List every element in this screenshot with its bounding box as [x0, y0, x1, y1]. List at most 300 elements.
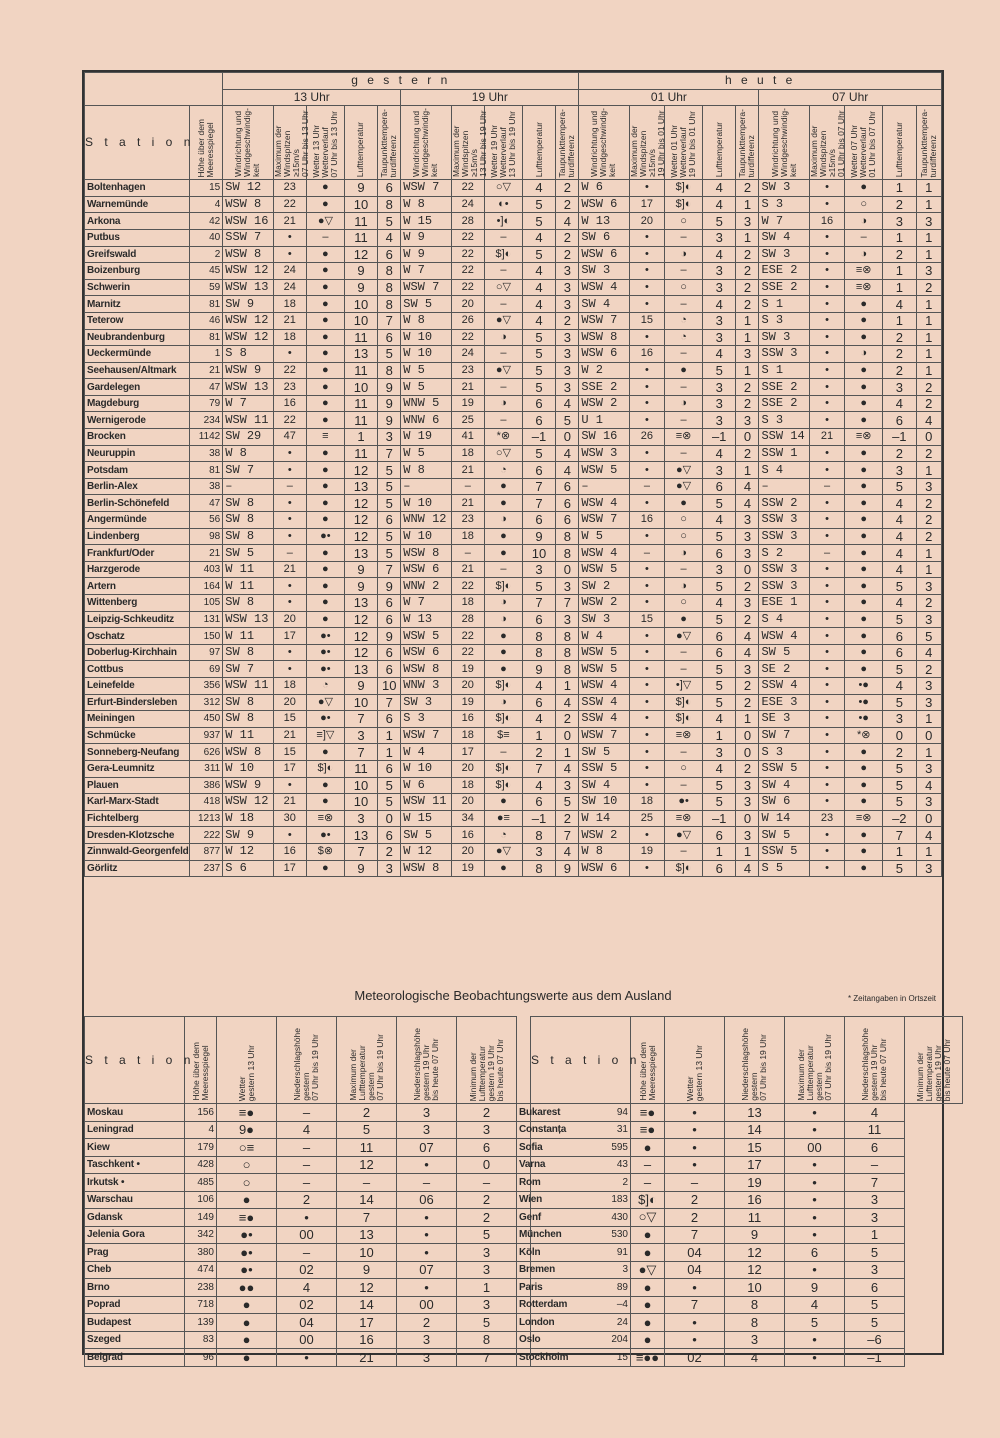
- ausland-cell: 12: [725, 1244, 785, 1262]
- ausland-column-header: [725, 1017, 785, 1104]
- cell: 7: [522, 595, 556, 612]
- cell: W 9: [401, 229, 451, 246]
- cell: ●: [307, 545, 345, 562]
- cell: WSW 4: [759, 628, 809, 645]
- cell: 4: [916, 412, 941, 429]
- cell: 3: [916, 213, 941, 230]
- cell: 9: [378, 395, 401, 412]
- cell: 10: [344, 794, 378, 811]
- cell: WSW 6: [579, 346, 629, 363]
- cell: 5: [916, 628, 941, 645]
- cell: W 12: [223, 843, 273, 860]
- ausland-column-header: [905, 1017, 963, 1104]
- ausland-cell: ≡●: [631, 1121, 665, 1139]
- cell: –: [665, 661, 703, 678]
- cell: ●: [665, 495, 703, 512]
- ausland-cell: 139: [185, 1314, 217, 1332]
- cell: 4: [883, 595, 917, 612]
- cell: 9: [344, 561, 378, 578]
- ausland-cell: •: [397, 1244, 457, 1262]
- cell: 22: [451, 628, 485, 645]
- cell: 2: [916, 661, 941, 678]
- cell: 3: [556, 611, 579, 628]
- cell: 3: [702, 462, 736, 479]
- cell: W 7: [759, 213, 809, 230]
- ausland-cell: 11: [337, 1139, 397, 1157]
- cell: W 8: [401, 312, 451, 329]
- column-header: [450, 106, 488, 180]
- column-header-text: Taupunkttempera- turdifferenz: [918, 108, 938, 178]
- ausland-cell: 5: [845, 1244, 905, 1262]
- cell: ●•: [307, 628, 345, 645]
- ausland-cell: 7: [457, 1349, 517, 1367]
- cell: ●: [845, 379, 883, 396]
- cell: 8: [378, 296, 401, 313]
- cell: 1: [916, 462, 941, 479]
- cell: SW 9: [223, 296, 273, 313]
- cell: 2: [556, 180, 579, 197]
- cell: –: [665, 412, 703, 429]
- cell: 11: [344, 229, 378, 246]
- ausland-cell: 6: [785, 1244, 845, 1262]
- ausland-cell: 3: [397, 1349, 457, 1367]
- ausland-cell: ●: [217, 1296, 277, 1314]
- ausland-cell: 428: [185, 1156, 217, 1174]
- cell: 3: [556, 279, 579, 296]
- cell: 150: [189, 628, 223, 645]
- cell: 4: [556, 395, 579, 412]
- cell: 3: [522, 561, 556, 578]
- cell: SW 8: [223, 694, 273, 711]
- station-row: [85, 362, 942, 379]
- cell: •: [629, 229, 665, 246]
- cell: 11: [344, 760, 378, 777]
- cell: SW 5: [579, 744, 629, 761]
- cell: ●: [307, 180, 345, 197]
- ausland-column-header-text: Niederschlagshöhe gestern 19 Uhr bis heute 07 Uhr: [860, 1028, 888, 1101]
- cell: 10: [344, 694, 378, 711]
- cell: 28: [451, 611, 485, 628]
- cell: 13: [344, 545, 378, 562]
- cell: 26: [629, 429, 665, 446]
- cell: 9: [378, 412, 401, 429]
- station-row: [85, 429, 942, 446]
- cell: 8: [556, 628, 579, 645]
- ausland-cell: •: [665, 1314, 725, 1332]
- cell: 2: [736, 180, 759, 197]
- cell: SE 3: [759, 711, 809, 728]
- ausland-station-name: Belgrad: [85, 1349, 185, 1367]
- ausland-cell: 14: [337, 1296, 397, 1314]
- ausland-cell: 4: [277, 1121, 337, 1139]
- cell: ≡⊗: [665, 810, 703, 827]
- cell: 40: [189, 229, 223, 246]
- column-header-text: Wetter 13 Uhr Wetterverlauf 07 Uhr bis 13 Uhr: [310, 110, 339, 178]
- cell: ●: [845, 561, 883, 578]
- cell: 1: [916, 362, 941, 379]
- cell: •: [273, 644, 307, 661]
- ausland-row: [85, 1174, 963, 1192]
- cell: 6: [378, 760, 401, 777]
- cell: •: [809, 346, 845, 363]
- station-name: Schwerin: [85, 279, 190, 296]
- cell: SSW 3: [759, 561, 809, 578]
- ausland-row: [85, 1296, 963, 1314]
- cell: 9: [344, 279, 378, 296]
- ausland-cell: 00: [277, 1331, 337, 1349]
- ausland-cell: ●●: [217, 1279, 277, 1297]
- cell: •: [809, 727, 845, 744]
- ausland-cell: 13: [725, 1104, 785, 1122]
- cell: •: [809, 843, 845, 860]
- ausland-cell: 91: [531, 1244, 631, 1262]
- cell: 1: [736, 711, 759, 728]
- spacer-row: [85, 877, 942, 942]
- cell: 403: [189, 561, 223, 578]
- cell: 38: [189, 478, 223, 495]
- ausland-cell: •: [397, 1279, 457, 1297]
- cell: 5: [702, 794, 736, 811]
- cell: 8: [556, 545, 579, 562]
- cell: WSW 4: [579, 279, 629, 296]
- ausland-station-name: Genf: [517, 1209, 531, 1227]
- cell: 19: [451, 661, 485, 678]
- cell: SSE 2: [759, 279, 809, 296]
- cell: SW 5: [401, 827, 451, 844]
- cell: 5: [702, 611, 736, 628]
- cell: 20: [273, 694, 307, 711]
- cell: S 3: [759, 412, 809, 429]
- cell: •: [273, 777, 307, 794]
- ausland-cell: –: [665, 1174, 725, 1192]
- cell: 5: [556, 794, 579, 811]
- cell: 12: [344, 246, 378, 263]
- ausland-cell: 430: [531, 1209, 631, 1227]
- cell: SSW 14: [759, 429, 809, 446]
- cell: –: [665, 445, 703, 462]
- station-row: [85, 661, 942, 678]
- cell: 356: [189, 677, 223, 694]
- cell: ●▽: [665, 827, 703, 844]
- cell: 6: [378, 611, 401, 628]
- ausland-cell: 12: [337, 1156, 397, 1174]
- cell: –: [629, 545, 665, 562]
- cell: 9: [344, 263, 378, 280]
- ausland-cell: 07: [397, 1139, 457, 1157]
- ausland-column-header: [665, 1017, 725, 1104]
- station-name: Neuruppin: [85, 445, 190, 462]
- cell: 8: [378, 362, 401, 379]
- cell: WSW 5: [579, 462, 629, 479]
- cell: ≡: [307, 429, 345, 446]
- ausland-cell: •: [665, 1279, 725, 1297]
- cell: 6: [702, 545, 736, 562]
- station-row: [85, 644, 942, 661]
- column-header: [223, 106, 273, 180]
- cell: WSW 11: [223, 677, 273, 694]
- ausland-cell: 6: [457, 1139, 517, 1157]
- ausland-station-name: Sofia: [517, 1139, 531, 1157]
- cell: SW 8: [223, 595, 273, 612]
- cell: ●: [845, 545, 883, 562]
- cell: $]◐: [485, 777, 523, 794]
- cell: ◑: [845, 346, 883, 363]
- ausland-station-name: Irkutsk •: [85, 1174, 185, 1192]
- cell: ●: [665, 611, 703, 628]
- cell: •: [809, 495, 845, 512]
- cell: ●: [307, 246, 345, 263]
- cell: 4: [556, 445, 579, 462]
- cell: ●: [845, 395, 883, 412]
- cell: ●: [485, 661, 523, 678]
- ausland-station-name: Stockholm: [517, 1349, 531, 1367]
- cell: 0: [378, 810, 401, 827]
- cell: •: [629, 296, 665, 313]
- ausland-cell: 5: [337, 1121, 397, 1139]
- cell: 5: [378, 777, 401, 794]
- cell: ESE 1: [759, 595, 809, 612]
- cell: 18: [451, 777, 485, 794]
- ausland-column-header: [845, 1017, 905, 1104]
- ausland-cell: 5: [457, 1314, 517, 1332]
- cell: 2: [916, 512, 941, 529]
- cell: WSW 8: [223, 196, 273, 213]
- cell: –: [485, 229, 523, 246]
- cell: SW 3: [579, 611, 629, 628]
- station-row: [85, 395, 942, 412]
- cell: 2: [556, 711, 579, 728]
- cell: 4: [702, 711, 736, 728]
- cell: ●: [485, 794, 523, 811]
- cell: 2: [736, 445, 759, 462]
- cell: 20: [451, 843, 485, 860]
- cell: SSW 5: [579, 760, 629, 777]
- cell: 3: [736, 545, 759, 562]
- ausland-cell: ●•: [217, 1244, 277, 1262]
- station-name: Erfurt-Bindersleben: [85, 694, 190, 711]
- cell: •●: [845, 711, 883, 728]
- cell: W 2: [579, 362, 629, 379]
- cell: 19: [629, 843, 665, 860]
- cell: 4: [702, 296, 736, 313]
- cell: ●: [845, 462, 883, 479]
- cell: 877: [189, 843, 223, 860]
- cell: 25: [629, 810, 665, 827]
- cell: W 5: [401, 379, 451, 396]
- cell: –: [451, 478, 485, 495]
- cell: 6: [883, 412, 917, 429]
- cell: –: [665, 296, 703, 313]
- cell: 3: [702, 561, 736, 578]
- cell: ●: [307, 412, 345, 429]
- cell: 19: [451, 860, 485, 877]
- cell: 8: [522, 860, 556, 877]
- cell: 1: [736, 329, 759, 346]
- cell: 56: [189, 512, 223, 529]
- cell: 1: [556, 677, 579, 694]
- ausland-cell: 2: [457, 1104, 517, 1122]
- cell: 47: [189, 379, 223, 396]
- ausland-cell: 106: [185, 1191, 217, 1209]
- cell: 4: [556, 843, 579, 860]
- cell: 3: [883, 462, 917, 479]
- cell: 21: [451, 561, 485, 578]
- cell: W 11: [223, 727, 273, 744]
- ausland-cell: ≡●: [217, 1209, 277, 1227]
- cell: 21: [273, 561, 307, 578]
- cell: •: [809, 229, 845, 246]
- ausland-cell: –: [277, 1139, 337, 1157]
- cell: WSW 12: [223, 794, 273, 811]
- cell: 1: [916, 744, 941, 761]
- cell: ●: [845, 760, 883, 777]
- cell: 2: [556, 229, 579, 246]
- cell: $]◐: [665, 180, 703, 197]
- column-header-text: Lufttemperatur: [713, 121, 724, 178]
- cell: 6: [702, 644, 736, 661]
- cell: SSW 4: [759, 677, 809, 694]
- cell: SE 2: [759, 661, 809, 678]
- cell: 13: [344, 661, 378, 678]
- ausland-column-header: [397, 1017, 457, 1104]
- station-row: [85, 512, 942, 529]
- cell: WSW 13: [223, 379, 273, 396]
- cell: 4: [522, 180, 556, 197]
- cell: SW 16: [579, 429, 629, 446]
- cell: SW 8: [223, 711, 273, 728]
- ausland-column-header-text: Minimum der Lufttemperatur gestern 19 Uhr bis heute 07 Uhr: [914, 1038, 952, 1101]
- cell: 22: [451, 246, 485, 263]
- station-row: [85, 744, 942, 761]
- ausland-row: [85, 1349, 963, 1367]
- cell: $]◐: [485, 760, 523, 777]
- station-row: [85, 561, 942, 578]
- ausland-cell: •: [785, 1121, 845, 1139]
- cell: 16: [809, 213, 845, 230]
- ausland-station-name: Kiew: [85, 1139, 185, 1157]
- ausland-cell: –: [631, 1156, 665, 1174]
- ausland-cell: 2: [457, 1209, 517, 1227]
- cell: ○: [845, 196, 883, 213]
- cell: •: [273, 512, 307, 529]
- cell: ●: [845, 595, 883, 612]
- cell: 1: [916, 329, 941, 346]
- cell: WSW 5: [401, 628, 451, 645]
- cell: •: [629, 379, 665, 396]
- cell: WSW 11: [223, 412, 273, 429]
- cell: 6: [556, 495, 579, 512]
- cell: –: [665, 644, 703, 661]
- ausland-cell: –4: [531, 1296, 631, 1314]
- cell: ●: [845, 777, 883, 794]
- cell: ●: [307, 445, 345, 462]
- cell: 8: [522, 644, 556, 661]
- cell: •: [809, 395, 845, 412]
- cell: S 3: [401, 711, 451, 728]
- ausland-cell: •: [397, 1226, 457, 1244]
- cell: 1: [916, 843, 941, 860]
- cell: 6: [702, 628, 736, 645]
- cell: 5: [702, 495, 736, 512]
- ausland-column-header: [277, 1017, 337, 1104]
- ausland-row: [85, 1191, 963, 1209]
- ausland-cell: ●: [631, 1296, 665, 1314]
- cell: 3: [556, 362, 579, 379]
- cell: WSW 7: [579, 312, 629, 329]
- cell: W 7: [401, 263, 451, 280]
- cell: 1: [736, 362, 759, 379]
- cell: 4: [556, 760, 579, 777]
- ausland-station-name: Poprad: [85, 1296, 185, 1314]
- cell: •: [629, 628, 665, 645]
- cell: 3: [702, 312, 736, 329]
- cell: 1: [736, 462, 759, 479]
- cell: 7: [378, 312, 401, 329]
- cell: 20: [273, 611, 307, 628]
- column-header: [759, 106, 809, 180]
- column-header: [579, 106, 629, 180]
- ausland-cell: 3: [457, 1296, 517, 1314]
- cell: ESE 3: [759, 694, 809, 711]
- cell: 0: [883, 727, 917, 744]
- column-header-text: Wetter 07 Uhr Wetterverlauf 01 Uhr bis 07 Uhr: [849, 110, 878, 178]
- cell: $]◐: [485, 677, 523, 694]
- cell: W 10: [401, 329, 451, 346]
- cell: ●: [307, 512, 345, 529]
- cell: 12: [344, 528, 378, 545]
- cell: 1: [916, 711, 941, 728]
- cell: 15: [273, 711, 307, 728]
- cell: 4: [189, 196, 223, 213]
- station-row: [85, 445, 942, 462]
- cell: 81: [189, 296, 223, 313]
- ausland-station-name: Taschkent •: [85, 1156, 185, 1174]
- cell: 16: [629, 512, 665, 529]
- cell: ●•: [307, 827, 345, 844]
- ausland-cell: 5: [845, 1314, 905, 1332]
- cell: 12: [344, 644, 378, 661]
- station-row: [85, 794, 942, 811]
- cell: 1: [916, 545, 941, 562]
- cell: 1: [916, 229, 941, 246]
- cell: ●: [845, 611, 883, 628]
- cell: –2: [883, 810, 917, 827]
- ausland-cell: 5: [785, 1314, 845, 1332]
- ausland-note: * Zeitangaben in Ortszeit: [847, 994, 936, 1003]
- ausland-cell: 07: [397, 1261, 457, 1279]
- cell: ●: [307, 379, 345, 396]
- cell: WNW 12: [401, 512, 451, 529]
- cell: 2: [883, 346, 917, 363]
- cell: W 15: [401, 213, 451, 230]
- cell: ●: [845, 628, 883, 645]
- ausland-cell: 12: [725, 1261, 785, 1279]
- cell: •: [629, 561, 665, 578]
- cell: 7: [344, 843, 378, 860]
- ausland-cell: 3: [397, 1331, 457, 1349]
- cell: ●▽: [307, 213, 345, 230]
- cell: 6: [556, 478, 579, 495]
- cell: 21: [451, 379, 485, 396]
- column-header-text: Lufttemperatur: [355, 121, 366, 178]
- station-row: [85, 777, 942, 794]
- station-row: [85, 495, 942, 512]
- ausland-cell: ●: [631, 1314, 665, 1332]
- cell: ◔: [665, 312, 703, 329]
- cell: •: [273, 661, 307, 678]
- ausland-cell: 12: [337, 1279, 397, 1297]
- cell: 4: [702, 760, 736, 777]
